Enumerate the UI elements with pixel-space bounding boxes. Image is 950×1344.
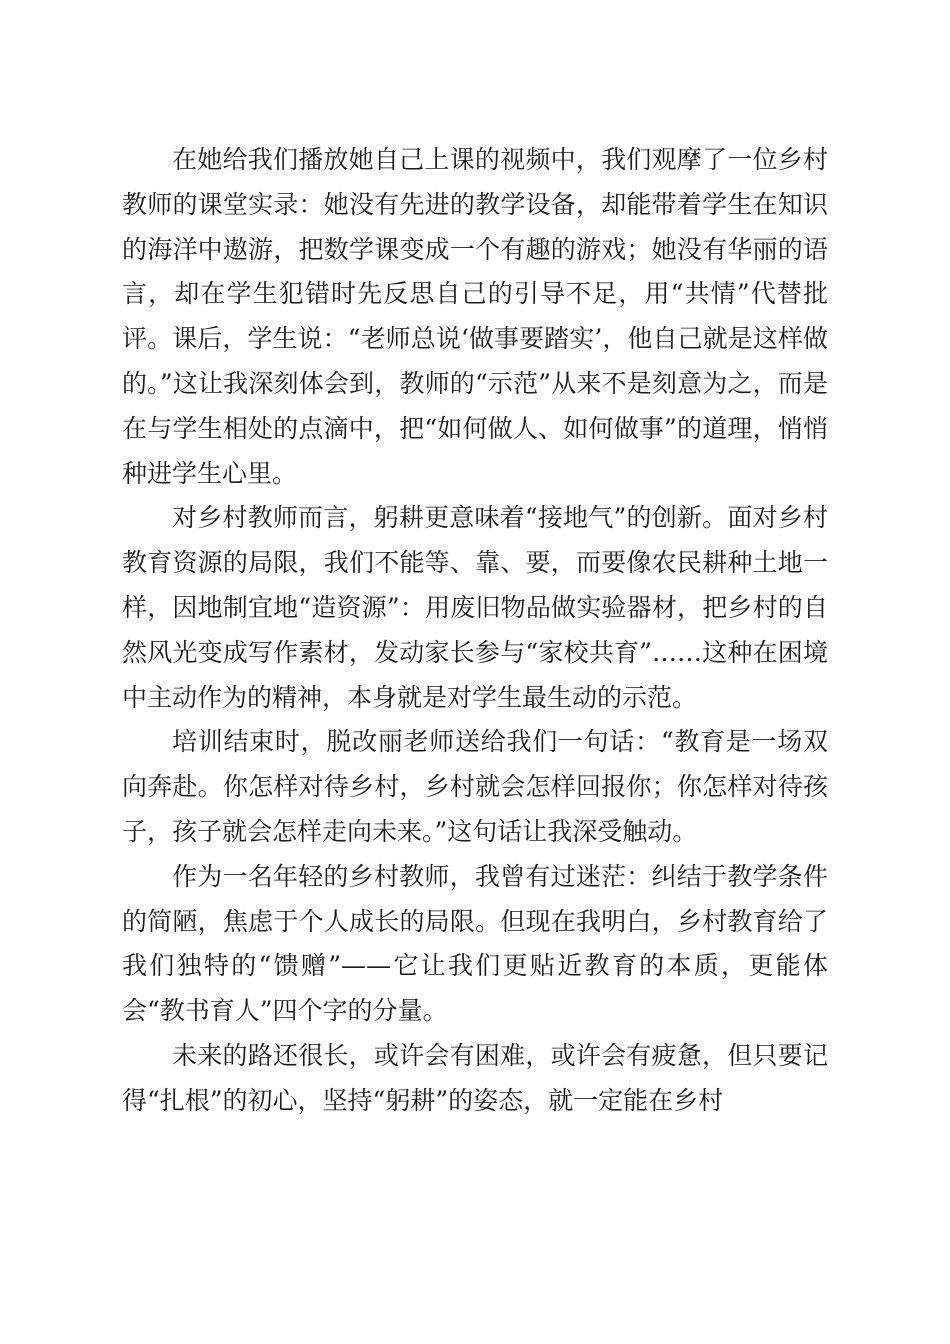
paragraph-3: 培训结束时，脱改丽老师送给我们一句话：“教育是一场双向奔赴。你怎样对待乡村，乡村就会怎样回报你；你怎样对待孩子，孩子就会怎样走向未来。”这句话让我深受触动。 [122,727,828,846]
paragraph-4: 作为一名年轻的乡村教师，我曾有过迷茫：纠结于教学条件的简陋，焦虑于个人成长的局限。但现在我明白，乡村教育给了我们独特的“馈赠”——它让我们更贴近教育的本质，更能体会“教书育人”四个字的分量。 [122,861,828,1026]
body-text [122,138,828,1124]
paragraph-2: 对乡村教师而言，躬耕更意味着“接地气”的创新。面对乡村教育资源的局限，我们不能等、靠、要，而要像农民耕种土地一样，因地制宜地“造资源”：用废旧物品做实验器材，把乡村的自然风光变成写作素材，发动家长参与“家校共育”……这种在困境中主动作为的精神，本身就是对学生最生动的示范。 [122,503,828,712]
paragraph-5: 未来的路还很长，或许会有困难，或许会有疲惫，但只要记得“扎根”的初心，坚持“躬耕”的姿态，就一定能在乡村 [122,1040,828,1115]
paragraph-1: 在她给我们播放她自己上课的视频中，我们观摩了一位乡村教师的课堂实录：她没有先进的教学设备，却能带着学生在知识的海洋中遨游，把数学课变成一个有趣的游戏；她没有华丽的语言，却在学生犯错时先反思自己的引导不足，用“共情”代替批评。课后，学生说：“老师总说‘做事要踏实’，他自己就是这样做的。”这让我深刻体会到，教师的“示范”从来不是刻意为之，而是在与学生相处的点滴中，把“如何做人、如何做事”的道理，悄悄种进学生心里。 [122,145,828,488]
